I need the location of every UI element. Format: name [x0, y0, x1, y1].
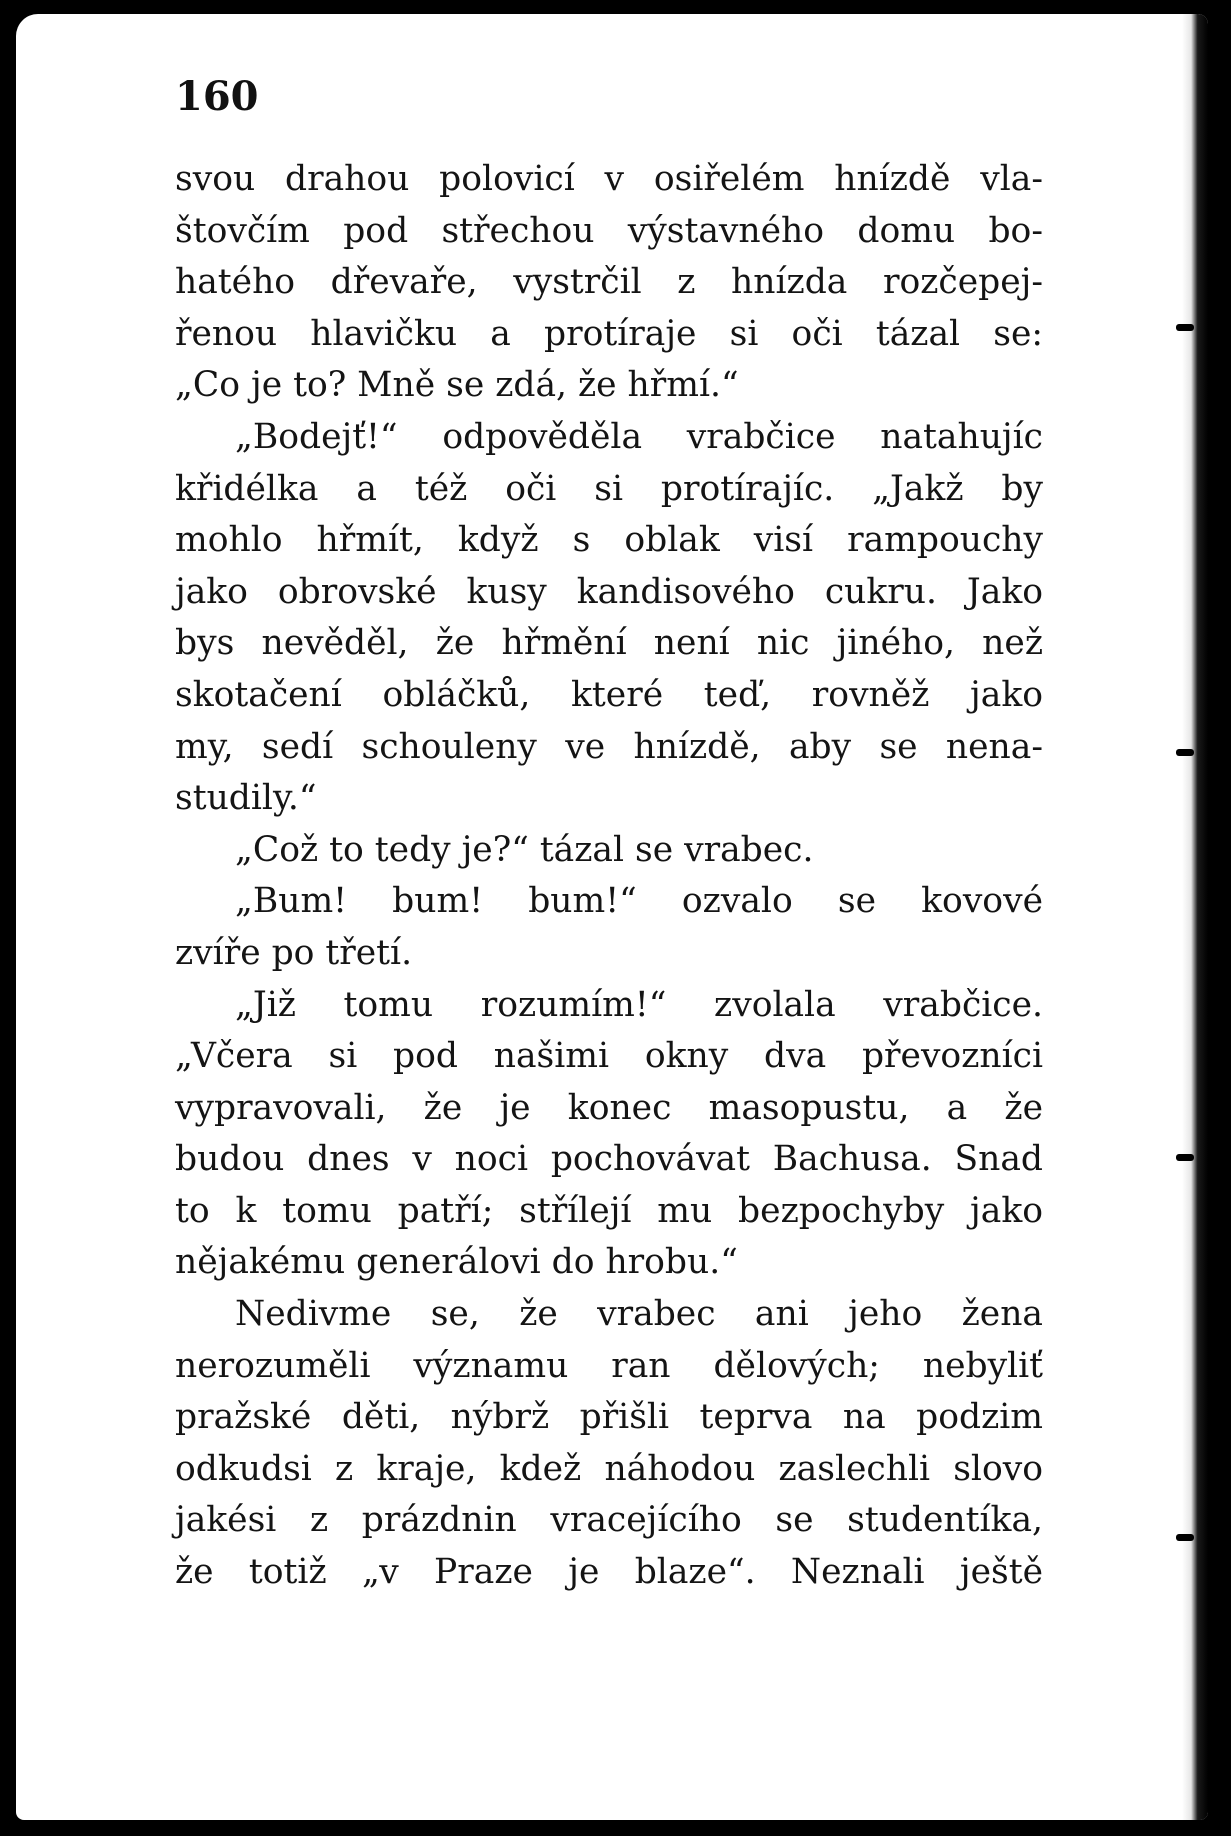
- text-line: „Což to tedy je?“ tázal se vrabec.: [235, 829, 814, 870]
- text-line: že totiž „v Praze je blaze“. Neznali ještě: [175, 1552, 1043, 1593]
- text-line: Nedivme se, že vrabec ani jeho žena: [235, 1294, 1043, 1335]
- text-line: bys nevěděl, že hřmění není nic jiného, než: [175, 623, 1043, 664]
- text-line: my, sedí schouleny ve hnízdě, aby se nena-: [175, 726, 1043, 767]
- text-line: jakési z prázdnin vracejícího se studentíka,: [175, 1500, 1043, 1541]
- book-page: [16, 14, 1208, 1820]
- text-line: svou drahou polovicí v osiřelém hnízdě vla-: [175, 159, 1043, 199]
- edge-mark: [1176, 1154, 1194, 1161]
- text-line: křidélka a též oči si protírajíc. „Jakž by: [175, 468, 1043, 509]
- text-line: „Bum! bum! bum!“ ozvalo se kovové: [235, 881, 1043, 922]
- text-line: studily.“: [175, 778, 317, 819]
- text-line: mohlo hřmít, když s oblak visí rampouchy: [175, 520, 1043, 561]
- text-line: „Co je to? Mně se zdá, že hřmí.“: [175, 365, 739, 406]
- text-line: hatého dřevaře, vystrčil z hnízda rozčepej-: [175, 262, 1043, 303]
- page-edge-shadow: [1182, 14, 1208, 1820]
- text-line: vypravovali, že je konec masopustu, a že: [175, 1087, 1043, 1128]
- text-line: budou dnes v noci pochovávat Bachusa. Snad: [175, 1139, 1043, 1180]
- text-line: skotačení obláčků, které teď, rovněž jako: [175, 674, 1043, 715]
- text-line: nějakému generálovi do hrobu.“: [175, 1242, 738, 1283]
- edge-mark: [1176, 749, 1194, 756]
- text-line: nerozuměli významu ran dělových; nebyliť: [175, 1345, 1043, 1386]
- text-line: řenou hlavičku a protíraje si oči tázal se:: [175, 313, 1043, 354]
- text-line: to k tomu patří; střílejí mu bezpochyby jako: [175, 1190, 1043, 1231]
- edge-mark: [1176, 1534, 1194, 1541]
- edge-mark: [1176, 324, 1194, 331]
- text-line: odkudsi z kraje, kdež náhodou zaslechli slovo: [175, 1448, 1043, 1489]
- text-line: „Včera si pod našimi okny dva převozníci: [175, 1036, 1043, 1077]
- text-line: zvíře po třetí.: [175, 932, 413, 973]
- text-line: jako obrovské kusy kandisového cukru. Jako: [175, 571, 1043, 612]
- page-number: 160: [175, 73, 259, 120]
- text-line: „Bodejť!“ odpověděla vrabčice natahujíc: [235, 416, 1043, 457]
- text-line: pražské děti, nýbrž přišli teprva na podzim: [175, 1397, 1043, 1438]
- text-line: „Již tomu rozumím!“ zvolala vrabčice.: [235, 984, 1043, 1025]
- text-line: štovčím pod střechou výstavného domu bo-: [175, 210, 1043, 251]
- body-text: [175, 154, 1043, 1599]
